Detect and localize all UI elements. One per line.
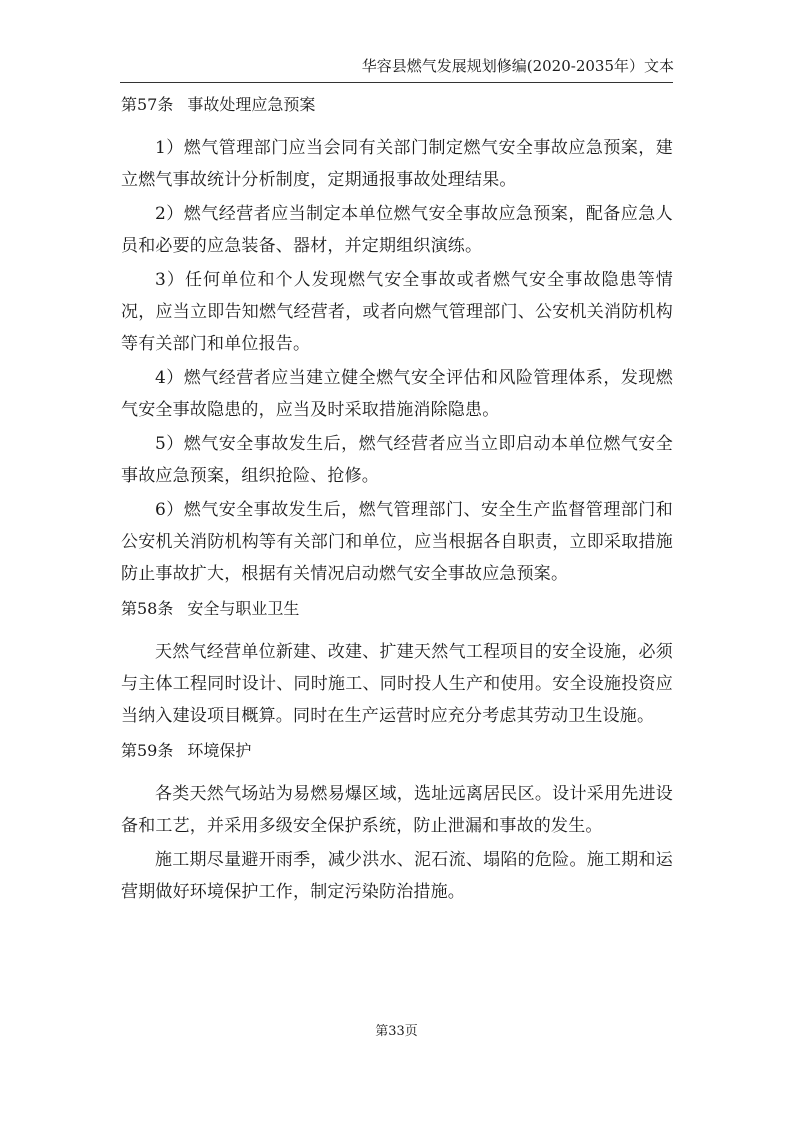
page-number: 第33页 [375,1024,418,1039]
article-heading [121,736,673,766]
paragraph: 各类天然气场站为易燃易爆区域，选址远离居民区。设计采用先进设备和工艺，并采用多级安全保护系统，防止泄漏和事故的发生。 [121,784,673,836]
article-heading [121,594,673,624]
article-body [121,120,673,594]
paragraph: 3）任何单位和个人发现燃气安全事故或者燃气安全事故隐患等情况，应当立即告知燃气经营者，或者向燃气管理部门、公安机关消防机构等有关部门和单位报告。 [121,270,673,354]
page-content [121,90,673,912]
paragraph: 天然气经营单位新建、改建、扩建天然气工程项目的安全设施，必须与主体工程同时设计、同时施工、同时投人生产和使用。安全设施投资应当纳入建设项目概算。同时在生产运营时应充分考虑其劳动卫生设施。 [121,642,673,726]
paragraph: 2）燃气经营者应当制定本单位燃气安全事故应急预案，配备应急人员和必要的应急装备、器材，并定期组织演练。 [121,204,673,256]
running-header: 华容县燃气发展规划修编(2020-2035年）文本 [361,57,674,75]
article-title: 安全与职业卫生 [187,599,300,618]
article-title: 环境保护 [187,741,252,760]
article-number: 第57条 [121,95,174,114]
article-59 [121,736,673,912]
article-body [121,766,673,912]
paragraph: 5）燃气安全事故发生后，燃气经营者应当立即启动本单位燃气安全事故应急预案，组织抢险、抢修。 [121,434,673,486]
article-title: 事故处理应急预案 [187,95,316,114]
article-58 [121,594,673,736]
article-number: 第59条 [121,741,174,760]
article-number: 第58条 [121,599,174,618]
paragraph: 4）燃气经营者应当建立健全燃气安全评估和风险管理体系，发现燃气安全事故隐患的，应当及时采取措施消除隐患。 [121,368,673,420]
article-heading [121,90,673,120]
paragraph: 6）燃气安全事故发生后，燃气管理部门、安全生产监督管理部门和公安机关消防机构等有关部门和单位，应当根据各自职责，立即采取措施防止事故扩大，根据有关情况启动燃气安全事故应急预案。 [121,500,673,584]
paragraph: 施工期尽量避开雨季，减少洪水、泥石流、塌陷的危险。施工期和运营期做好环境保护工作，制定污染防治措施。 [121,850,673,902]
article-body [121,624,673,736]
paragraph: 1）燃气管理部门应当会同有关部门制定燃气安全事故应急预案，建立燃气事故统计分析制度，定期通报事故处理结果。 [121,138,673,190]
article-57 [121,90,673,594]
header-rule [120,82,673,83]
